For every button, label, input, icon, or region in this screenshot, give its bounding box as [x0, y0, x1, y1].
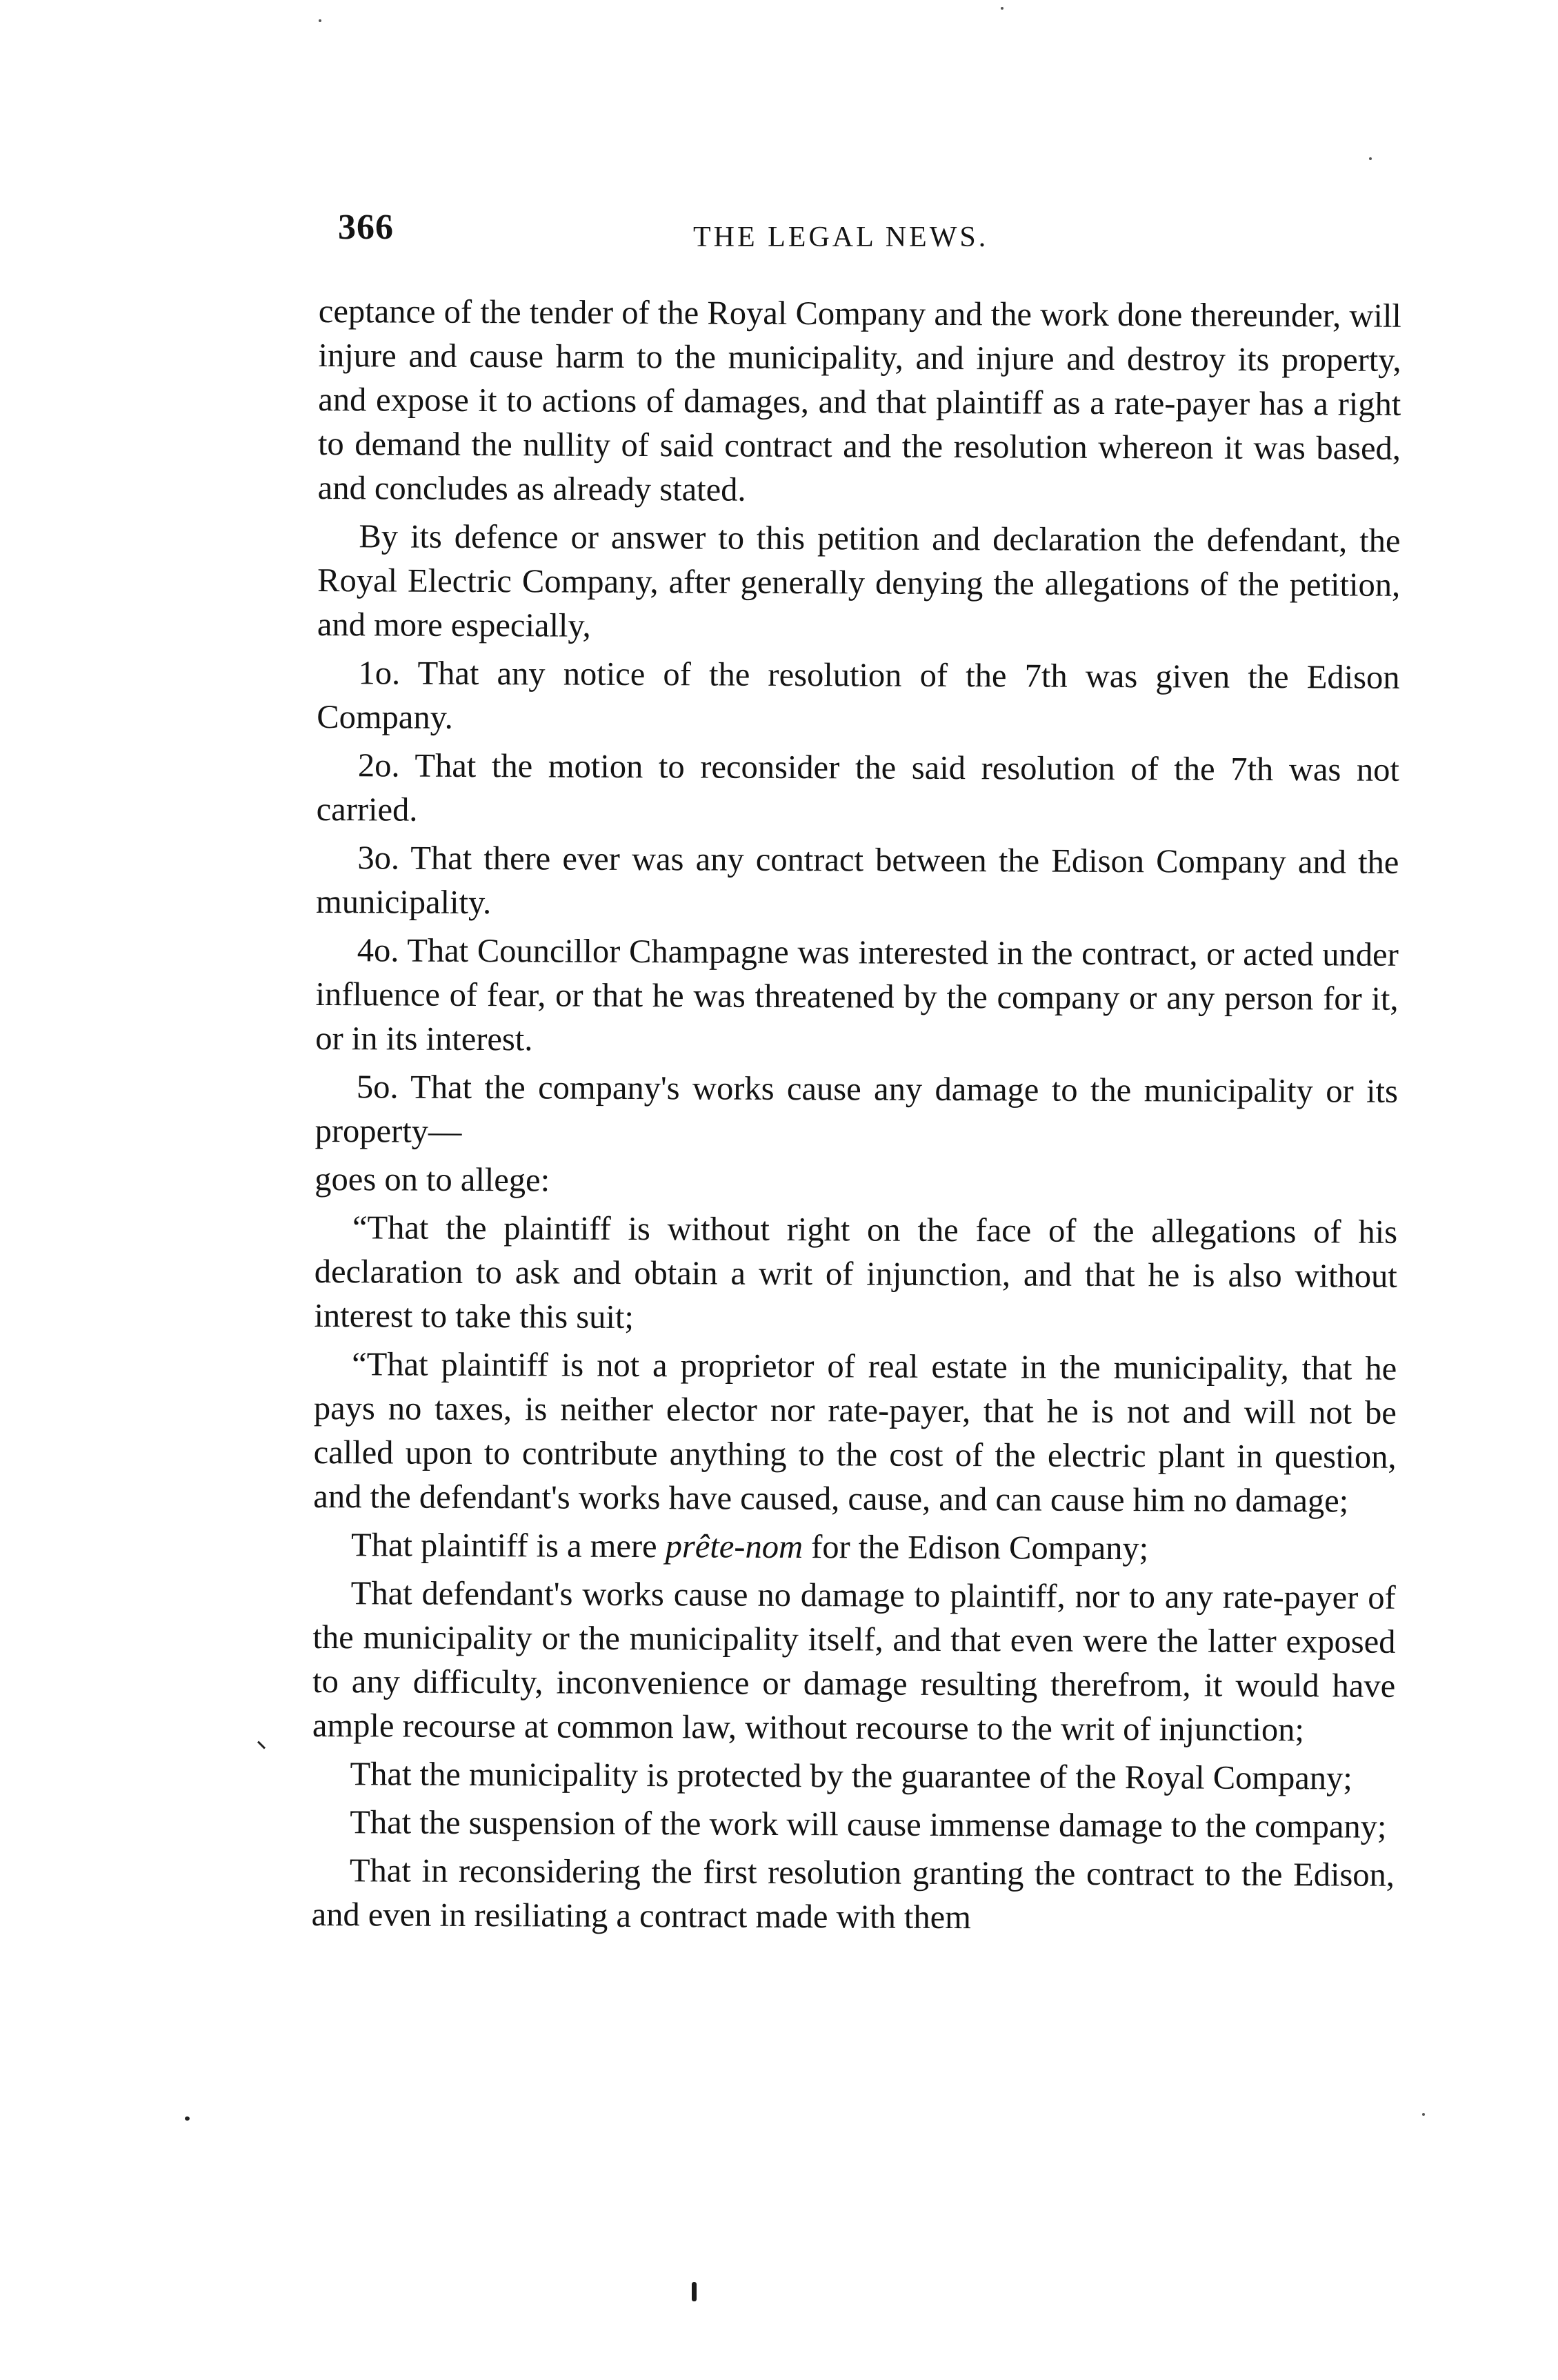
paragraph-quote-without-right: “That the plaintiff is without right on the face of the allegations of his declaration to ask and obtain a writ of injunction, and that he is also without interest to take this suit;	[314, 1209, 1398, 1336]
body-text	[312, 290, 1401, 1946]
paragraph-quote-not-proprietor: “That plaintiff is not a proprietor of real estate in the municipality, that he pays no taxes, is neither elector nor rate-payer, that he is not and will not be called upon to contribute anything to the cost of the electric plant in question, and the defendant's works have caused, cause, and can cause him no damage;	[313, 1346, 1397, 1520]
margin-dot	[185, 2116, 190, 2121]
paragraph-point-4: 4o. That Councillor Champagne was interested in the contract, or acted under influence of fear, or that he was threatened by the company or any person for it, or in its interest.	[315, 932, 1399, 1058]
paragraph-no-damage: That defendant's works cause no damage to plaintiff, nor to any rate-payer of the municipality or the municipality itself, and that even were the latter exposed to any difficulty, inconvenience or damage resulting therefrom, it would have ample recourse at common law, without recourse to the writ of injunction;	[312, 1575, 1396, 1749]
paragraph-suspension: That the suspension of the work will cause immense damage to the company;	[350, 1804, 1387, 1845]
bottom-mark	[692, 2282, 697, 2301]
paragraph-point-5: 5o. That the company's works cause any damage to the municipality or its property—	[314, 1069, 1399, 1150]
running-title: THE LEGAL NEWS.	[693, 221, 989, 253]
page-number: 366	[338, 208, 394, 247]
margin-mark	[257, 1741, 266, 1749]
page-header	[338, 207, 1393, 262]
paragraph-guarantee: That the municipality is protected by the guarantee of the Royal Company;	[350, 1756, 1352, 1797]
paragraph-defence: By its defence or answer to this petition and declaration the defendant, the Royal Electric Company, after generally denying the allegations of the petition, and more especially,	[317, 518, 1401, 644]
scan-speck	[1422, 2113, 1425, 2116]
prete-nom-italic: prête-nom	[665, 1528, 803, 1566]
paragraph-point-3: 3o. That there ever was any contract between the Edison Company and the municipality.	[316, 840, 1399, 922]
paragraph-continuation: ceptance of the tender of the Royal Company and the work done thereunder, will injure and cause harm to the municipality, and injure and destroy its property, and expose it to actions of damages, and that plaintiff as a rate-payer has a right to demand the nullity of said contract and the resolution whereon it was based, and concludes as already stated.	[317, 292, 1401, 508]
prete-nom-text-before: That plaintiff is a mere	[350, 1527, 666, 1565]
scan-speck	[319, 19, 321, 22]
paragraph-point-2: 2o. That the motion to reconsider the said resolution of the 7th was not carried.	[316, 747, 1400, 829]
paragraph-reconsidering: That in reconsidering the first resolution granting the contract to the Edison, and even in resiliating a contract made with them	[311, 1852, 1395, 1936]
scan-speck	[1369, 157, 1372, 160]
paragraph-allege: goes on to allege:	[314, 1160, 550, 1199]
prete-nom-text-after: for the Edison Company;	[802, 1529, 1149, 1567]
scan-speck	[1001, 7, 1003, 10]
paragraph-prete-nom	[313, 1523, 1396, 1572]
paragraph-point-1: 1o. That any notice of the resolution of the 7th was given the Edison Company.	[317, 655, 1400, 736]
